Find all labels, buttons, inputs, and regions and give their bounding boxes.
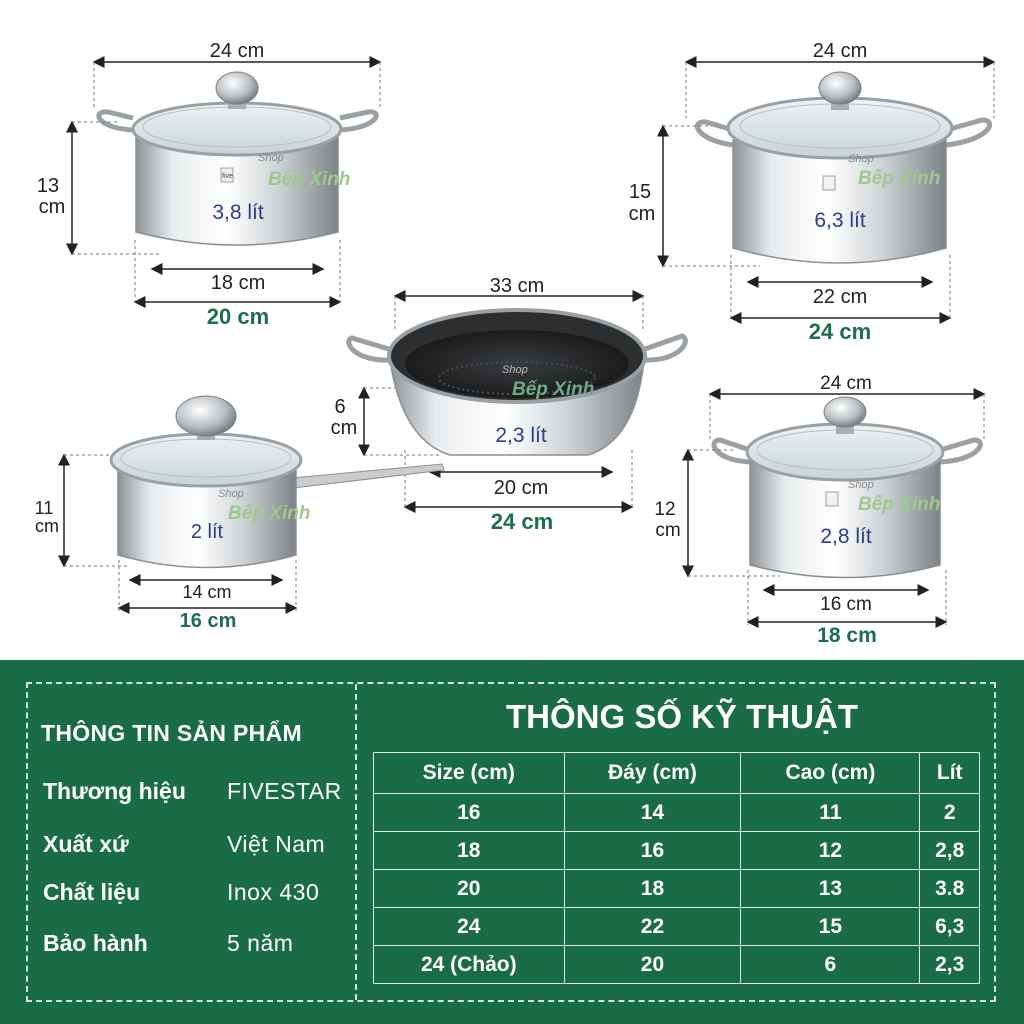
table-row: [374, 908, 980, 946]
spec-cell: 20: [564, 946, 741, 984]
table-row: [374, 832, 980, 870]
lid-brand-label: five: [222, 173, 233, 180]
pot-18cm: [654, 373, 984, 647]
spec-cell: 2,3: [920, 946, 980, 984]
spec-cell: 24 (Chảo): [374, 946, 565, 984]
info-key: Chất liệu: [43, 879, 141, 905]
spec-cell: 18: [564, 870, 741, 908]
pot-24cm: [629, 40, 994, 344]
saucepan-height-value: 11: [34, 498, 54, 518]
frying-pan-24cm: [331, 275, 686, 534]
spec-cell: 2: [920, 794, 980, 832]
pan-bottom-label: 20 cm: [493, 477, 549, 499]
spec-table: [373, 752, 980, 984]
info-value: Inox 430: [227, 879, 320, 905]
pot-24-height-unit: cm: [628, 203, 656, 225]
pot-20cm: [37, 40, 380, 329]
watermark-shop: Shop: [848, 153, 874, 165]
pot-24-size-label: 24 cm: [808, 319, 872, 344]
spec-cell: 20: [374, 870, 565, 908]
saucepan-volume: 2 lít: [190, 521, 224, 543]
pot-24-width-label: 24 cm: [812, 40, 868, 62]
watermark-brand: Bếp Xinh: [512, 379, 595, 400]
spec-cell: 12: [741, 832, 920, 870]
saucepan-image: [111, 396, 444, 568]
info-key: Xuất xứ: [43, 831, 129, 857]
saucepan-height-unit: cm: [35, 516, 59, 536]
pot-18-height-unit: cm: [655, 520, 681, 541]
spec-cell: 15: [741, 908, 920, 946]
spec-cell: 22: [564, 908, 741, 946]
spec-cell: 6: [741, 946, 920, 984]
table-row: [374, 794, 980, 832]
saucepan-16cm: [35, 396, 444, 632]
pot-18-volume: 2,8 lít: [820, 525, 872, 548]
pot-20-height-value: 13: [36, 175, 60, 197]
spec-cell: 24: [374, 908, 565, 946]
info-key: Thương hiệu: [43, 778, 186, 804]
table-row: [374, 870, 980, 908]
watermark-shop: Shop: [848, 479, 874, 491]
pot-18-size-label: 18 cm: [817, 624, 877, 647]
pot-24-height-value: 15: [628, 181, 652, 203]
pot-18-bottom-label: 16 cm: [820, 594, 872, 615]
info-value: 5 năm: [227, 930, 294, 956]
pan-height-unit: cm: [330, 417, 358, 439]
spec-header-cell: Lít: [920, 753, 980, 794]
pot-18-width-label: 24 cm: [820, 373, 872, 394]
pan-height-value: 6: [334, 396, 346, 418]
spec-cell: 2,8: [920, 832, 980, 870]
info-value: Việt Nam: [227, 831, 326, 857]
spec-header-cell: Đáy (cm): [564, 753, 741, 794]
pot-20-bottom-label: 18 cm: [210, 272, 266, 294]
spec-header-cell: Cao (cm): [741, 753, 920, 794]
table-row: [374, 946, 980, 984]
watermark-shop: Shop: [502, 364, 528, 376]
pot-20-size-label: 20 cm: [206, 304, 270, 329]
pot-18-height-value: 12: [654, 499, 676, 520]
saucepan-bottom-label: 14 cm: [182, 582, 232, 602]
spec-header-row: [374, 753, 980, 794]
pot-20-volume: 3,8 lít: [212, 201, 264, 224]
watermark-brand: Bếp Xinh: [858, 494, 941, 515]
pan-width-label: 33 cm: [489, 275, 545, 297]
panel-divider: [355, 684, 357, 1000]
spec-cell: 16: [564, 832, 741, 870]
spec-cell: 16: [374, 794, 565, 832]
pot-24-image: [697, 72, 989, 263]
spec-header-cell: Size (cm): [374, 753, 565, 794]
spec-cell: 11: [741, 794, 920, 832]
info-key: Bảo hành: [43, 930, 148, 956]
watermark-brand: Bếp Xinh: [268, 169, 351, 190]
pan-volume: 2,3 lít: [495, 424, 547, 447]
spec-cell: 18: [374, 832, 565, 870]
pot-20-width-label: 24 cm: [209, 40, 265, 62]
watermark-shop: Shop: [258, 152, 284, 164]
pot-24-bottom-label: 22 cm: [812, 286, 868, 308]
pan-size-label: 24 cm: [490, 509, 554, 534]
pot-24-volume: 6,3 lít: [814, 209, 866, 232]
watermark-brand: Bếp Xinh: [858, 168, 941, 189]
watermark-brand: Bếp Xinh: [228, 503, 311, 524]
spec-panel: [0, 660, 1024, 1024]
product-info-title: THÔNG TIN SẢN PHẨM: [41, 720, 302, 746]
spec-title: THÔNG SỐ KỸ THUẬT: [506, 698, 858, 735]
spec-cell: 6,3: [920, 908, 980, 946]
info-value: FIVESTAR: [227, 778, 342, 804]
watermark-shop: Shop: [218, 488, 244, 500]
spec-cell: 13: [741, 870, 920, 908]
spec-cell: 3.8: [920, 870, 980, 908]
spec-cell: 14: [564, 794, 741, 832]
saucepan-size-label: 16 cm: [179, 610, 237, 632]
pot-20-height-unit: cm: [38, 196, 66, 218]
